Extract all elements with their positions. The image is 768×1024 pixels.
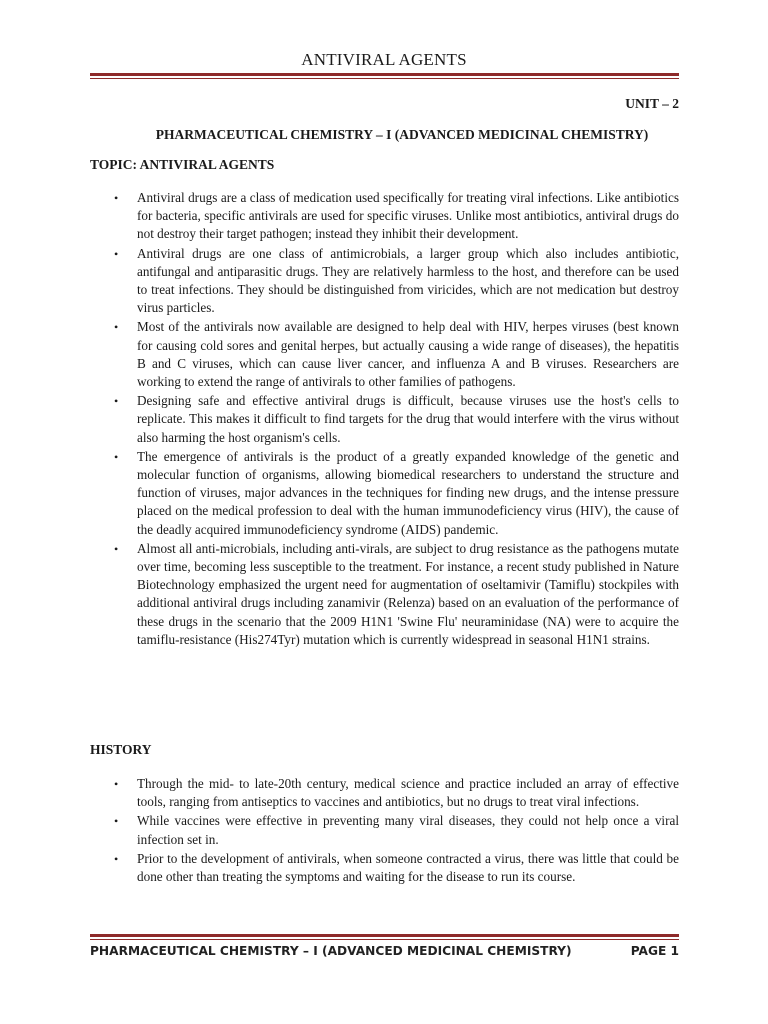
footer-course-title: PHARMACEUTICAL CHEMISTRY – I (ADVANCED MEDICINAL CHEMISTRY)	[90, 944, 572, 958]
bullet-icon: •	[114, 191, 119, 205]
page-number: PAGE 1	[630, 944, 679, 958]
bullet-text: The emergence of antivirals is the product of a greatly expanded knowledge of the genetic and molecular function of organisms, allowing biomedical researchers to understand the structure and function of viruses, major advances in the techniques for finding new drugs, and the intense pressure placed on the medical profession to deal with the human immunodeficiency virus (HIV), the cause of the deadly acquired immunodeficiency syndrome (AIDS) pandemic.	[137, 448, 679, 537]
list-item	[90, 189, 679, 244]
bullet-icon: •	[114, 394, 119, 409]
bullet-text: Through the mid- to late-20th century, medical science and practice included an array of effective tools, ranging from antiseptics to vaccines and antibiotics, but no drugs to treat viral infections.	[137, 776, 679, 810]
bullet-icon: •	[114, 449, 119, 464]
bullet-text: Antiviral drugs are a class of medication used specifically for treating viral infections. Like antibiotics for bacteria, specific antivirals are used for specific viruses. Unlike most antibiotics, antiviral drugs do not destroy their target pathogen; instead they inhibit their development.	[137, 190, 679, 242]
list-item	[90, 245, 679, 318]
topic-heading: TOPIC: ANTIVIRAL AGENTS	[90, 157, 275, 172]
bullet-text: Prior to the development of antivirals, when someone contracted a virus, there was little that could be done other than treating the symptoms and waiting for the disease to run its course.	[137, 850, 679, 885]
bullet-icon: •	[114, 851, 119, 866]
bullet-text: Designing safe and effective antiviral drugs is difficult, because viruses use the host's cells to replicate. This makes it difficult to find targets for the drug that would interfere with the virus without also harming the host organism's cells.	[137, 393, 679, 445]
bullet-icon: •	[114, 814, 119, 829]
course-title: PHARMACEUTICAL CHEMISTRY – I (ADVANCED MEDICINAL CHEMISTRY)	[155, 127, 649, 142]
history-heading: HISTORY	[90, 742, 152, 757]
history-bullet-list	[90, 775, 679, 887]
running-header-title: ANTIVIRAL AGENTS	[301, 50, 467, 69]
bullet-text: Most of the antivirals now available are designed to help deal with HIV, herpes viruses (best known for causing cold sores and genital herpes, but actually causing a wide range of diseases), the hepatitis B and C viruses, which can cause liver cancer, and influenza A and B viruses. Researchers are working to extend the range of antivirals to other families of pathogens.	[137, 319, 679, 390]
bullet-text: While vaccines were effective in preventing many viral diseases, they could not help once a viral infection set in.	[137, 813, 679, 847]
intro-bullet-list	[90, 189, 679, 650]
bullet-icon: •	[114, 246, 119, 261]
list-item	[90, 775, 679, 811]
footer-rule	[90, 934, 679, 940]
list-item	[90, 540, 679, 649]
bullet-icon: •	[114, 320, 119, 335]
bullet-icon: •	[114, 541, 119, 556]
list-item	[90, 318, 679, 391]
list-item	[90, 392, 679, 447]
bullet-text: Antiviral drugs are one class of antimicrobials, a larger group which also includes antibiotic, antifungal and antiparasitic drugs. They are relatively harmless to the host, and therefore can be used to treat infections. They should be distinguished from viricides, which are not medication but destroy virus particles.	[137, 245, 679, 316]
unit-label: UNIT – 2	[625, 96, 679, 111]
header-rule	[90, 73, 679, 79]
bullet-icon: •	[114, 777, 119, 791]
list-item	[90, 812, 679, 848]
list-item	[90, 448, 679, 539]
bullet-text: Almost all anti-microbials, including anti-virals, are subject to drug resistance as the pathogens mutate over time, becoming less susceptible to the treatment. For instance, a recent study published in Nature Biotechnology emphasized the urgent need for augmentation of oseltamivir (Tamiflu) stockpiles with additional antiviral drugs including zanamivir (Relenza) based on an evaluation of the performance of these drugs in the scenario that the 2009 H1N1 'Swine Flu' neuraminidase (NA) were to acquire the tamiflu-resistance (His274Tyr) mutation which is currently widespread in seasonal H1N1 strains.	[137, 540, 679, 647]
list-item	[90, 850, 679, 886]
